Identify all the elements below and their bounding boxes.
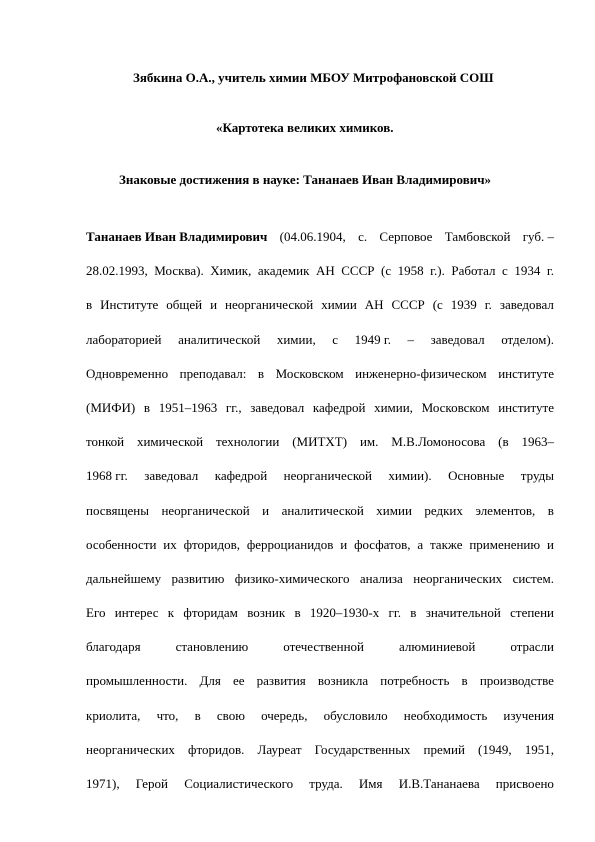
text-word: дальнейшему xyxy=(86,570,162,586)
text-word: 1920–1930-х xyxy=(309,605,380,621)
text-word: в xyxy=(143,399,151,415)
text-word: губ. – xyxy=(522,229,554,244)
text-word: Имя xyxy=(358,776,383,791)
text-word: химии xyxy=(321,297,357,313)
text-word: обусловило xyxy=(323,707,388,723)
text-word: лабораторией xyxy=(86,331,162,347)
biography-paragraph xyxy=(86,220,554,801)
text-word: заведовал xyxy=(499,297,554,313)
text-word: ферроцианидов xyxy=(246,536,334,552)
text-word: Москва). xyxy=(154,263,204,279)
text-line xyxy=(86,288,554,322)
text-word: отечественной xyxy=(283,639,365,655)
text-word: 1963– xyxy=(521,434,554,450)
text-word: развития xyxy=(256,673,306,689)
text-word: возник xyxy=(247,605,286,621)
text-word: в xyxy=(547,502,554,518)
text-word: отрасли xyxy=(510,639,554,655)
text-word: химии). xyxy=(388,468,432,484)
text-word: Тамбовской xyxy=(444,229,511,244)
text-word: в xyxy=(194,707,201,723)
text-word: фторидов. xyxy=(188,741,245,757)
text-line xyxy=(86,391,554,425)
text-line xyxy=(86,699,554,733)
text-word: (1949, xyxy=(478,741,512,757)
text-word: Московском xyxy=(275,365,344,381)
text-word: Социалистического xyxy=(184,776,294,791)
text-word: ее xyxy=(232,673,245,689)
text-word: необходимость xyxy=(403,707,488,723)
text-word: производстве xyxy=(479,673,554,689)
text-word: общей xyxy=(166,297,203,313)
text-word: 1951–1963 xyxy=(158,399,218,415)
text-line xyxy=(86,630,554,664)
text-word: (МИТХТ) xyxy=(292,434,348,450)
text-word: Институте xyxy=(100,297,159,313)
text-word: заведовал xyxy=(250,399,305,415)
text-word: в xyxy=(257,365,265,381)
text-word: и xyxy=(262,502,270,518)
text-word: 1939 xyxy=(450,297,477,313)
text-word: инженерно-физическом xyxy=(355,365,487,381)
text-word: потребность xyxy=(380,673,450,689)
text-word: СССР xyxy=(391,297,425,313)
text-word: Одновременно xyxy=(86,365,169,381)
text-word: 1958 xyxy=(397,263,424,279)
text-word: неорганической xyxy=(225,297,314,313)
text-word: а xyxy=(417,536,424,552)
text-line xyxy=(86,323,554,357)
text-line xyxy=(86,596,554,630)
text-word: Серповое xyxy=(379,229,433,244)
text-word: Московском xyxy=(421,399,490,415)
text-word: аналитической xyxy=(281,502,364,518)
text-word: (с xyxy=(381,263,392,279)
text-word: отделом). xyxy=(501,331,554,347)
text-word: г. xyxy=(484,297,492,313)
text-word: (04.06.1904, xyxy=(279,229,346,244)
text-word: (в xyxy=(498,434,509,450)
text-word: элементов, xyxy=(475,502,536,518)
text-word: гг. xyxy=(388,605,401,621)
text-word: Работал xyxy=(451,263,496,279)
text-word: применению xyxy=(469,536,541,552)
person-name: Тананаев Иван Владимирович xyxy=(86,229,268,244)
text-word: значительной xyxy=(425,605,501,621)
text-word: гг., xyxy=(225,399,242,415)
text-word: с xyxy=(332,331,339,347)
text-word: в xyxy=(461,673,468,689)
text-word: посвящены xyxy=(86,502,149,518)
text-line xyxy=(86,528,554,562)
text-word: неорганических xyxy=(86,741,175,757)
text-word: интерес xyxy=(114,605,159,621)
text-word: институте xyxy=(498,365,554,381)
text-word: 1951, xyxy=(524,741,554,757)
text-word: физико-химического xyxy=(234,570,350,586)
text-word: заведовал xyxy=(144,468,199,484)
text-word: АН xyxy=(315,263,335,279)
text-word: Герой xyxy=(135,776,169,791)
text-line xyxy=(86,562,554,596)
text-word: химической xyxy=(136,434,204,450)
text-word: с. xyxy=(358,229,368,244)
text-word: промышленности. xyxy=(86,673,188,689)
text-word: фторидам xyxy=(183,605,238,621)
text-word: к xyxy=(167,605,175,621)
text-word: благодаря xyxy=(86,639,141,655)
text-word: степени xyxy=(510,605,554,621)
text-line xyxy=(86,767,554,801)
text-word: химии, xyxy=(276,331,316,347)
text-word: в xyxy=(294,605,301,621)
author-line: Зябкина О.А., учитель химии МБОУ Митрофановской СОШ xyxy=(133,70,494,85)
text-word: г.). xyxy=(430,263,445,279)
text-word: их xyxy=(163,536,177,552)
text-word: г. xyxy=(546,263,554,279)
text-word: систем. xyxy=(512,570,554,586)
text-line xyxy=(86,220,554,254)
text-word: – xyxy=(407,331,415,347)
text-word: неорганических xyxy=(413,570,503,586)
text-word: с xyxy=(502,263,508,279)
text-word: Основные xyxy=(448,468,505,484)
text-word: заведовал xyxy=(430,331,485,347)
text-word: 1968 гг. xyxy=(86,468,128,484)
text-word: Его xyxy=(86,605,106,621)
text-word: фторидов, xyxy=(183,536,241,552)
text-word: химии, xyxy=(374,399,413,415)
text-word: АН xyxy=(364,297,384,313)
text-word: труда. xyxy=(309,776,343,791)
text-word: что, xyxy=(156,707,179,723)
text-word: преподавал: xyxy=(179,365,247,381)
text-word: кафедрой xyxy=(312,399,366,415)
text-word: Лауреат xyxy=(257,741,302,757)
text-line xyxy=(86,357,554,391)
text-word: 1971), xyxy=(86,776,120,791)
text-word: премий xyxy=(423,741,465,757)
text-word: институте xyxy=(498,399,554,415)
text-line xyxy=(86,425,554,459)
document-subtitle: Знаковые достижения в науке: Тананаев Иван Владимирович» xyxy=(119,172,492,187)
text-word: криолита, xyxy=(86,707,141,723)
text-word: тонкой xyxy=(86,434,125,450)
text-word: свою xyxy=(216,707,245,723)
text-word: становлению xyxy=(175,639,249,655)
text-word: (с xyxy=(432,297,443,313)
text-word: академик xyxy=(257,263,310,279)
text-word: анализа xyxy=(359,570,403,586)
text-word: 1949 г. xyxy=(354,331,391,347)
text-word: алюминиевой xyxy=(399,639,476,655)
text-word: развитию xyxy=(171,570,225,586)
text-line xyxy=(86,733,554,767)
text-word: также xyxy=(429,536,463,552)
text-word: редких xyxy=(424,502,463,518)
text-word: 1934 xyxy=(514,263,541,279)
text-word: технологии xyxy=(216,434,280,450)
text-word: Государственных xyxy=(314,741,411,757)
text-word: кафедрой xyxy=(214,468,268,484)
text-word: (МИФИ) xyxy=(86,399,136,415)
text-word: химии xyxy=(376,502,412,518)
document-title: «Картотека великих химиков. xyxy=(216,120,394,135)
text-word: присвоено xyxy=(495,776,554,791)
text-line xyxy=(86,664,554,698)
text-word: Химик, xyxy=(210,263,252,279)
text-word: в xyxy=(86,297,93,313)
text-line xyxy=(86,254,554,288)
text-word: изучения xyxy=(503,707,554,723)
text-word: им. xyxy=(359,434,379,450)
text-word: СССР xyxy=(341,263,375,279)
text-word: и xyxy=(340,536,348,552)
text-word: очередь, xyxy=(261,707,308,723)
text-word: и xyxy=(210,297,218,313)
text-word: аналитической xyxy=(178,331,261,347)
text-word: возникла xyxy=(317,673,369,689)
text-word: в xyxy=(410,605,417,621)
text-line xyxy=(86,494,554,528)
text-line xyxy=(86,459,554,493)
text-word: М.В.Ломоносова xyxy=(391,434,486,450)
text-word: Для xyxy=(199,673,221,689)
text-word: фосфатов, xyxy=(354,536,411,552)
text-word: неорганической xyxy=(161,502,250,518)
text-word: и xyxy=(546,536,554,552)
text-word: неорганической xyxy=(283,468,372,484)
text-word: 28.02.1993, xyxy=(86,263,148,279)
text-word: И.В.Тананаева xyxy=(398,776,480,791)
text-word: особенности xyxy=(86,536,157,552)
text-word: труды xyxy=(520,468,554,484)
